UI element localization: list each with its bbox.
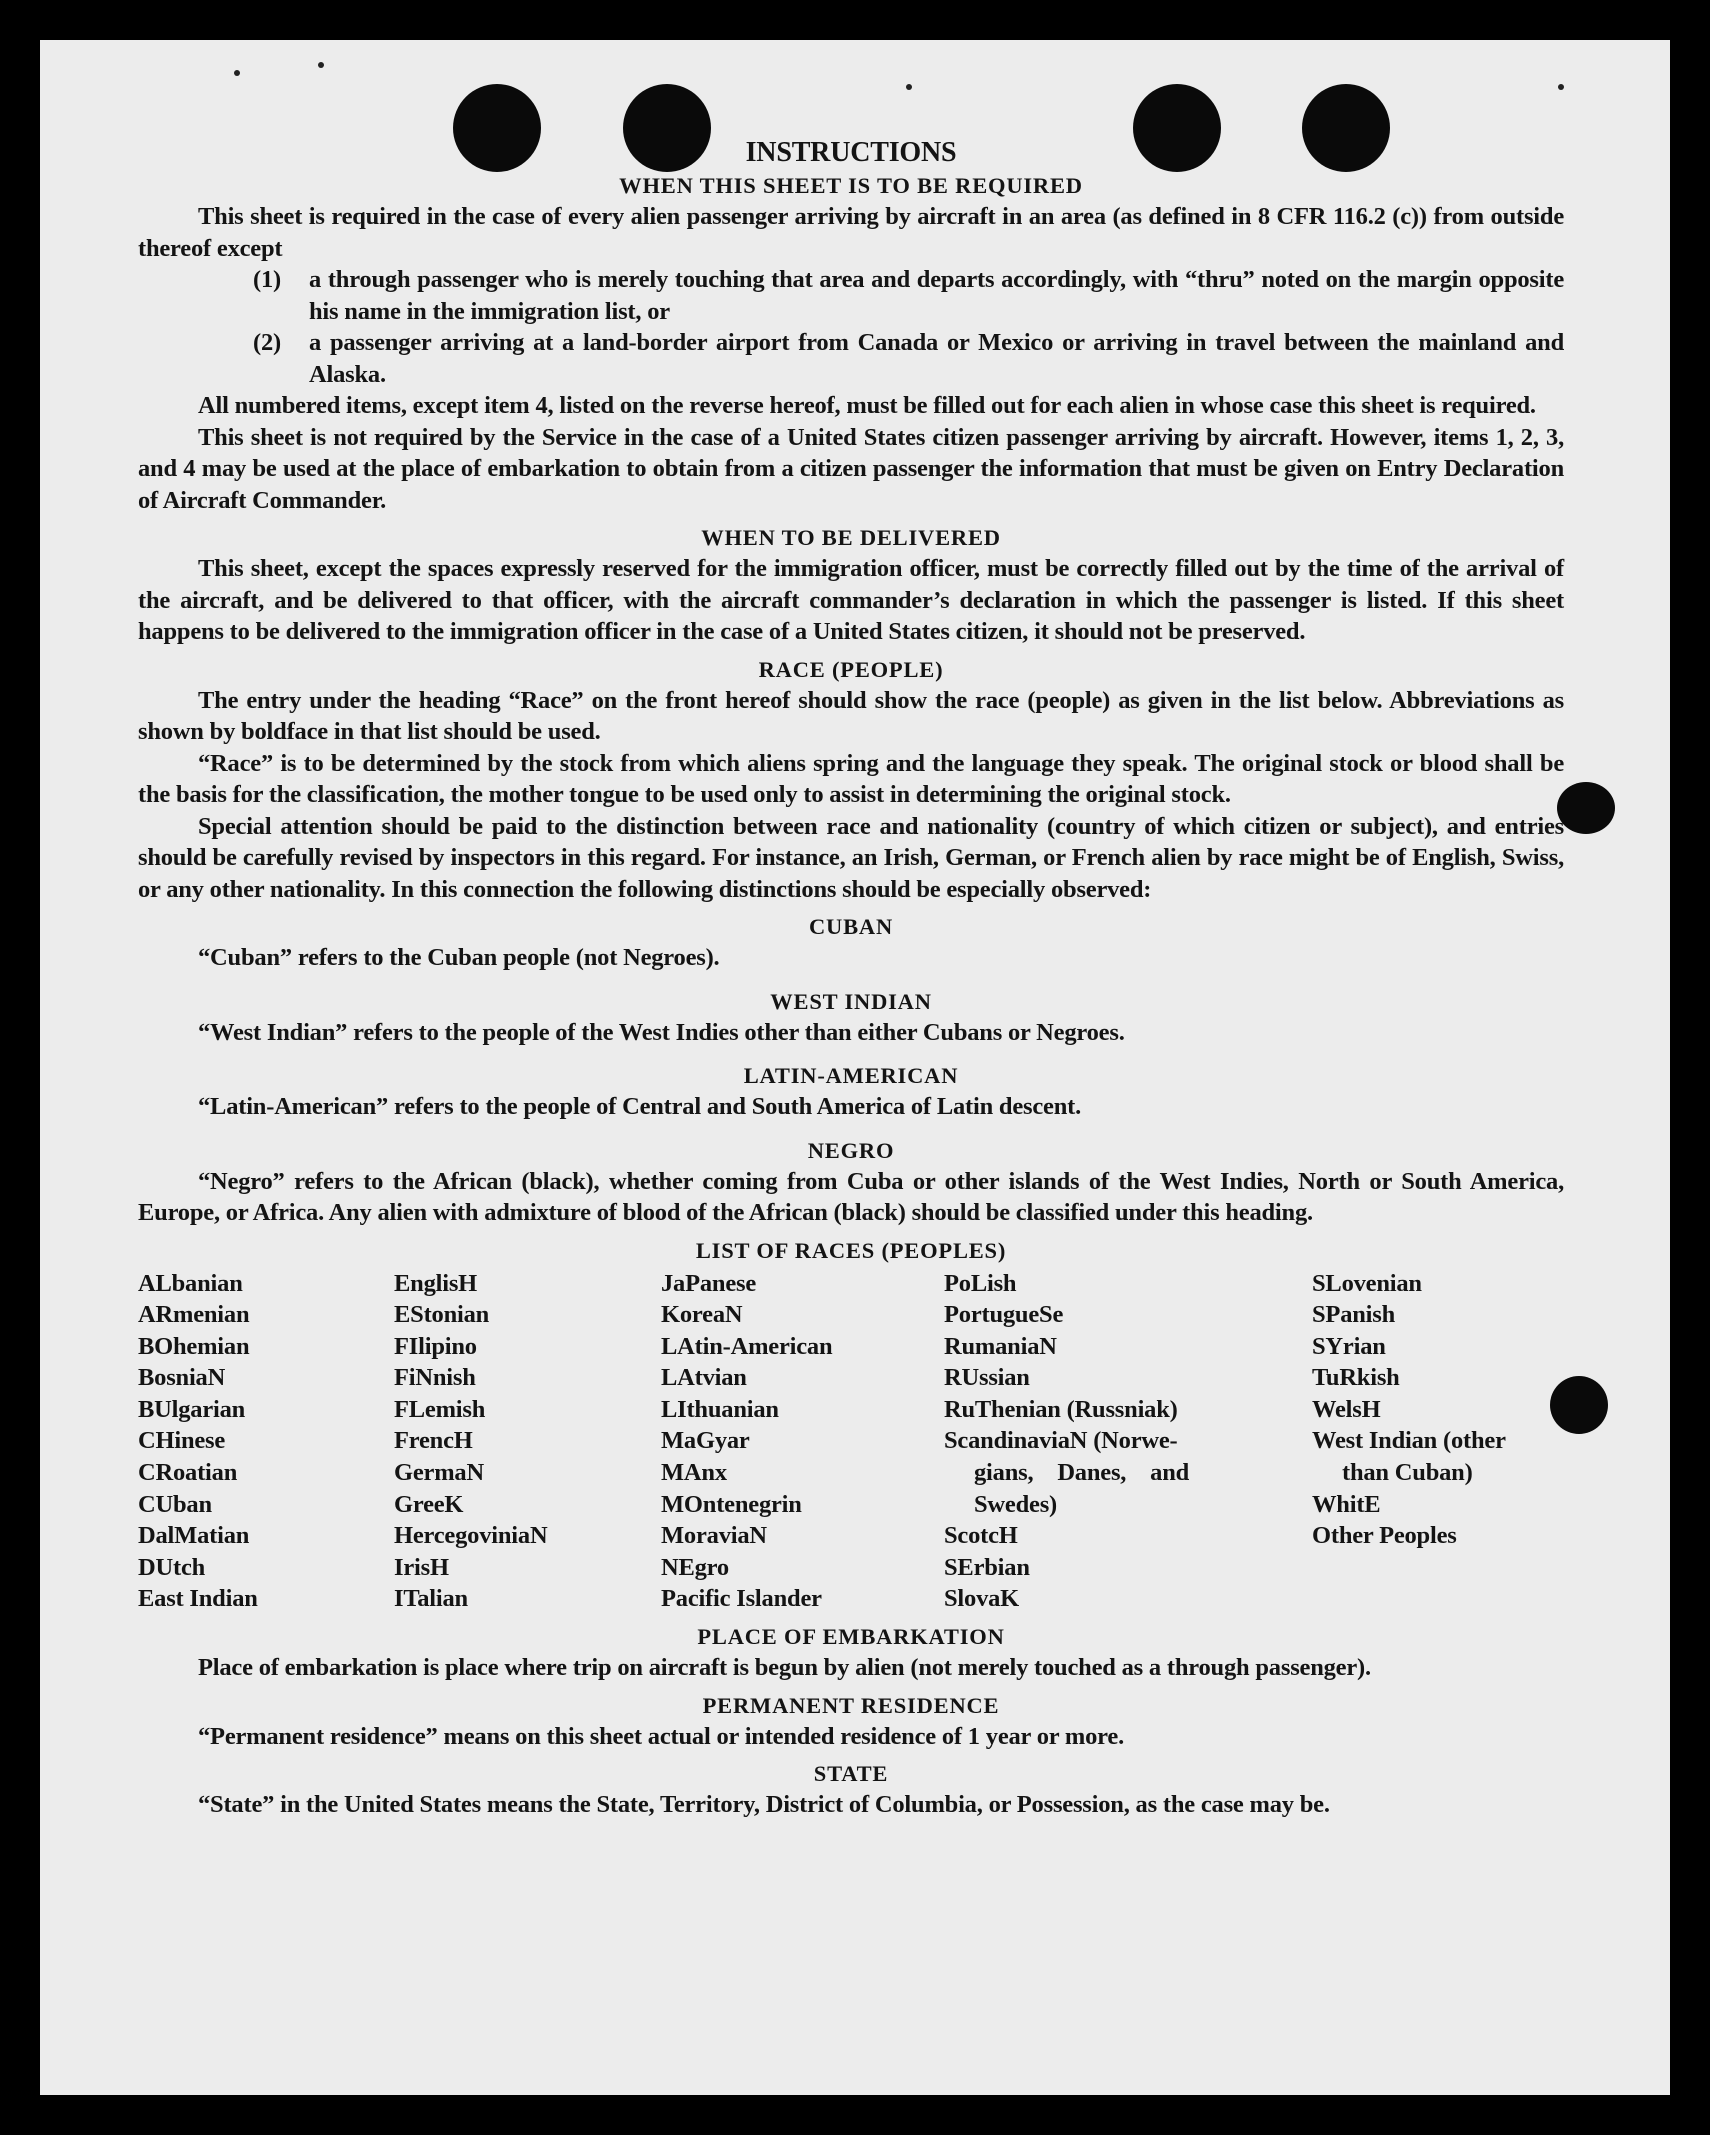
race-entry: Other Peoples bbox=[1312, 1522, 1457, 1550]
paragraph: “West Indian” refers to the people of the West Indies other than either Cubans or Negroes. bbox=[198, 1018, 1125, 1046]
races-column bbox=[394, 1268, 661, 1616]
race-entry: ScandinaviaN (Norwe- bbox=[944, 1427, 1178, 1455]
race-entry: MaGyar bbox=[661, 1427, 750, 1455]
speck bbox=[1558, 84, 1564, 90]
race-entry: Pacific Islander bbox=[661, 1585, 822, 1613]
speck bbox=[906, 84, 912, 90]
document-sheet bbox=[40, 40, 1670, 2095]
list-item bbox=[138, 264, 1564, 327]
race-entry: HercegoviniaN bbox=[394, 1522, 548, 1550]
race-entry: PoLish bbox=[944, 1269, 1017, 1297]
instructions-content bbox=[138, 134, 1564, 1821]
race-entry: FLemish bbox=[394, 1395, 486, 1423]
paragraph: “Cuban” refers to the Cuban people (not Negroes). bbox=[198, 944, 720, 971]
heading-latin-american: LATIN-AMERICAN bbox=[743, 1063, 959, 1088]
races-column bbox=[1312, 1268, 1564, 1616]
heading-race: RACE (PEOPLE) bbox=[758, 656, 944, 682]
race-entry: BosniaN bbox=[138, 1364, 226, 1392]
paragraph: “State” in the United States means the State, Territory, District of Columbia, or Possession, as the case may be. bbox=[198, 1791, 1330, 1819]
race-entry: SYrian bbox=[1312, 1332, 1386, 1360]
race-entry: EStonian bbox=[394, 1301, 490, 1329]
race-entry: RumaniaN bbox=[944, 1332, 1057, 1360]
race-entry: MAnx bbox=[661, 1459, 727, 1487]
races-column bbox=[138, 1268, 394, 1616]
item-number: (1) bbox=[253, 266, 281, 293]
race-entry: ScotcH bbox=[944, 1522, 1018, 1550]
race-entry: RuThenian (Russniak) bbox=[944, 1395, 1178, 1423]
item-number: (2) bbox=[253, 329, 281, 356]
race-entry: ITalian bbox=[394, 1585, 468, 1613]
race-entry: DalMatian bbox=[138, 1522, 250, 1550]
race-entry: FrencH bbox=[394, 1427, 473, 1455]
race-entry: Swedes) bbox=[974, 1490, 1057, 1518]
item-text: a through passenger who is merely touching that area and departs accordingly, with “thru” noted on the margin opposite his name in the immigration list, or bbox=[309, 266, 1564, 325]
race-entry: WhitE bbox=[1312, 1490, 1381, 1518]
race-entry: than Cuban) bbox=[1342, 1459, 1473, 1487]
race-entry: KoreaN bbox=[661, 1301, 743, 1329]
race-entry: MOntenegrin bbox=[661, 1490, 802, 1518]
race-entry: CRoatian bbox=[138, 1459, 238, 1487]
race-entry: BUlgarian bbox=[138, 1395, 246, 1423]
paragraph: The entry under the heading “Race” on the front hereof should show the race (people) as given in the list below. Abbreviations as shown by boldface in that list should be used. bbox=[138, 686, 1564, 745]
race-entry: FIlipino bbox=[394, 1332, 477, 1360]
heading-cuban: CUBAN bbox=[808, 914, 893, 939]
heading-negro: NEGRO bbox=[807, 1137, 895, 1163]
race-entry: East Indian bbox=[138, 1585, 258, 1613]
page-title: INSTRUCTIONS bbox=[745, 137, 957, 168]
item-text: a passenger arriving at a land-border airport from Canada or Mexico or arriving in travel between the mainland and Alaska. bbox=[309, 329, 1564, 388]
heading-embarkation: PLACE OF EMBARKATION bbox=[697, 1624, 1005, 1650]
heading-when-delivered: WHEN TO BE DELIVERED bbox=[701, 525, 1001, 550]
paragraph: “Negro” refers to the African (black), whether coming from Cuba or other islands of the West Indies, North or South America, Europe, or Africa. Any alien with admixture of blood of the African (black) should be classified under this heading. bbox=[138, 1167, 1564, 1226]
race-entry: GermaN bbox=[394, 1459, 484, 1487]
race-entry: WelsH bbox=[1312, 1395, 1381, 1423]
race-entry: SErbian bbox=[944, 1553, 1030, 1581]
heading-when-required: WHEN THIS SHEET IS TO BE REQUIRED bbox=[619, 173, 1083, 198]
race-entry: JaPanese bbox=[661, 1269, 757, 1297]
race-entry: MoraviaN bbox=[661, 1522, 767, 1550]
race-entry: West Indian (other bbox=[1312, 1427, 1506, 1455]
speck bbox=[318, 62, 324, 68]
race-entry: FiNnish bbox=[394, 1364, 476, 1392]
race-entry: ALbanian bbox=[138, 1269, 243, 1297]
race-entry: LAtvian bbox=[661, 1364, 747, 1392]
paragraph: “Latin-American” refers to the people of Central and South America of Latin descent. bbox=[198, 1093, 1082, 1120]
race-entry: NEgro bbox=[661, 1553, 729, 1581]
race-entry: PortugueSe bbox=[944, 1301, 1064, 1329]
races-column bbox=[944, 1268, 1312, 1616]
paragraph: This sheet is not required by the Service in the case of a United States citizen passenger arriving by aircraft. However, items 1, 2, 3, and 4 may be used at the place of embarkation to obtain from a citizen passenger the information that must be given on Entry Declaration of Aircraft Commander. bbox=[138, 423, 1564, 514]
heading-list-of-races: LIST OF RACES (PEOPLES) bbox=[695, 1237, 1007, 1263]
paragraph: “Permanent residence” means on this sheet actual or intended residence of 1 year or more. bbox=[198, 1722, 1125, 1750]
race-entry: RUssian bbox=[944, 1364, 1030, 1392]
paragraph: Special attention should be paid to the distinction between race and nationality (country of which citizen or subject), and entries should be carefully revised by inspectors in this regard. For instance, an Irish, German, or French alien by race might be of English, Swiss, or any other nationality. In this connection the following distinctions should be especially observed: bbox=[138, 812, 1564, 903]
race-entry: BOhemian bbox=[138, 1332, 250, 1360]
race-entry: EnglisH bbox=[394, 1269, 478, 1297]
speck bbox=[234, 70, 240, 76]
heading-west-indian: WEST INDIAN bbox=[770, 988, 932, 1014]
race-entry: SlovaK bbox=[944, 1585, 1020, 1613]
races-list bbox=[138, 1268, 1564, 1616]
race-entry: SLovenian bbox=[1312, 1269, 1422, 1297]
race-entry: LIthuanian bbox=[661, 1395, 779, 1423]
race-entry: GreeK bbox=[394, 1490, 464, 1518]
race-entry: CHinese bbox=[138, 1427, 226, 1455]
ink-blot bbox=[1557, 782, 1615, 834]
race-entry: LAtin-American bbox=[661, 1332, 833, 1360]
heading-state: STATE bbox=[813, 1761, 889, 1787]
paragraph: This sheet, except the spaces expressly reserved for the immigration officer, must be correctly filled out by the time of the arrival of the aircraft, and be delivered to that officer, with the aircraft commander’s declaration in which the passenger is listed. If this sheet happens to be delivered to the immigration officer in the case of a United States citizen, it should not be preserved. bbox=[138, 555, 1564, 645]
races-column bbox=[661, 1268, 944, 1616]
paragraph: Place of embarkation is place where trip on aircraft is begun by alien (not merely touched as a through passenger). bbox=[198, 1654, 1371, 1682]
race-entry: DUtch bbox=[138, 1553, 206, 1581]
race-entry: IrisH bbox=[394, 1553, 449, 1581]
paragraph: All numbered items, except item 4, listed on the reverse hereof, must be filled out for each alien in whose case this sheet is required. bbox=[198, 392, 1536, 419]
paragraph: This sheet is required in the case of every alien passenger arriving by aircraft in an area (as defined in 8 CFR 116.2 (c)) from outside thereof except bbox=[138, 203, 1564, 262]
race-entry: TuRkish bbox=[1312, 1364, 1400, 1392]
paragraph: “Race” is to be determined by the stock from which aliens spring and the language they speak. The original stock or blood shall be the basis for the classification, the mother tongue to be used only to assist in determining the original stock. bbox=[138, 749, 1564, 808]
race-entry: ARmenian bbox=[138, 1301, 250, 1329]
race-entry: gians, Danes, and bbox=[974, 1459, 1190, 1487]
race-entry: SPanish bbox=[1312, 1301, 1396, 1329]
heading-permanent-residence: PERMANENT RESIDENCE bbox=[702, 1692, 1000, 1718]
list-item bbox=[138, 327, 1564, 390]
race-entry: CUban bbox=[138, 1490, 212, 1518]
